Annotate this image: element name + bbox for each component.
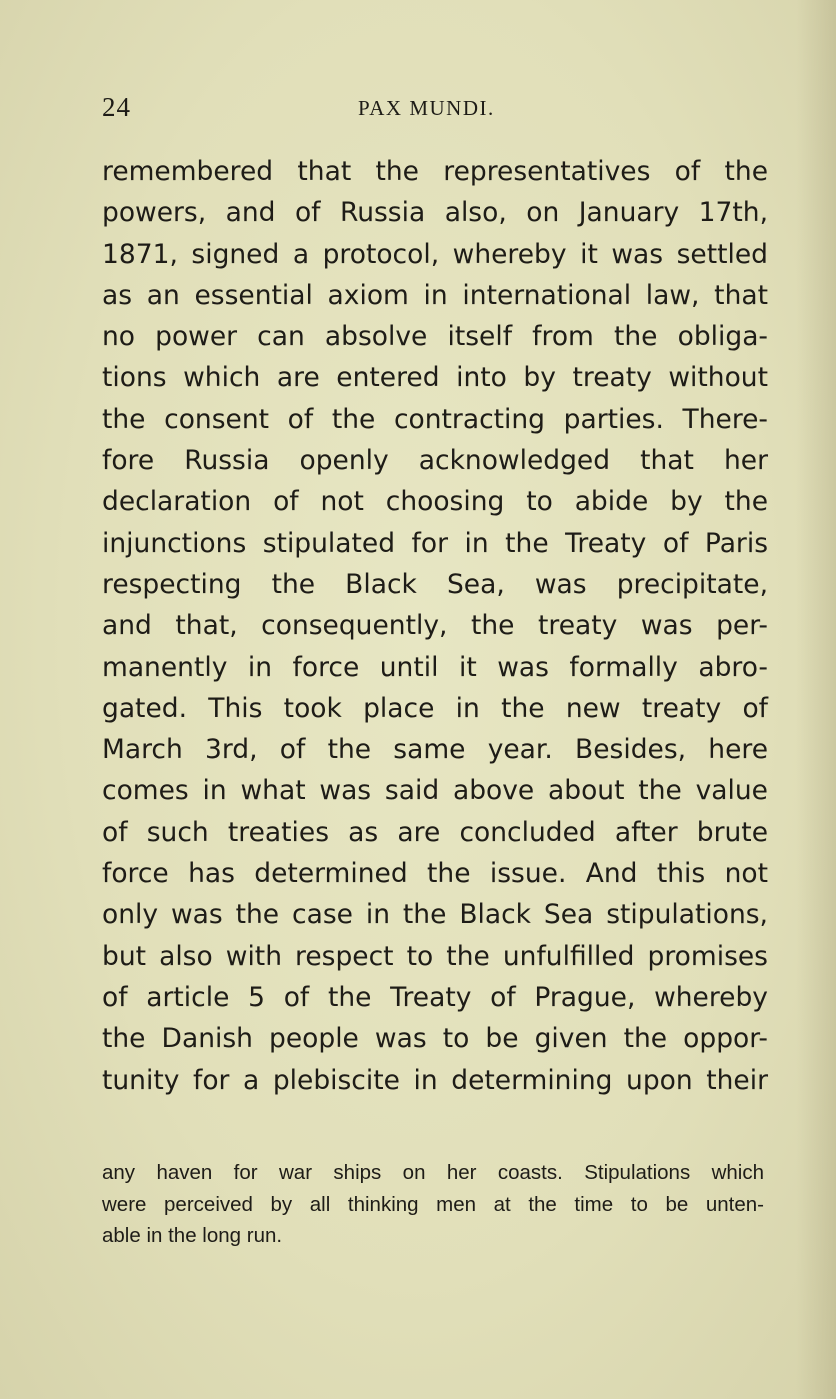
text-line: 1871, signed a protocol, whereby it was settled — [102, 238, 768, 270]
text-line: and that, consequently, the treaty was per- — [102, 610, 768, 642]
page-edge-shadow — [796, 0, 836, 1399]
text-line: powers, and of Russia also, on January 17th, — [102, 197, 768, 229]
footnote — [102, 1157, 764, 1252]
text-line: but also with respect to the unfulfilled promises — [102, 940, 768, 972]
running-header — [102, 92, 764, 126]
text-line: force has determined the issue. And this not — [102, 858, 768, 890]
text-line: remembered that the representatives of the — [102, 156, 768, 187]
text-line: the Danish people was to be given the oppor- — [102, 1023, 768, 1055]
text-line: respecting the Black Sea, was precipitate, — [102, 568, 768, 600]
footnote-line: were perceived by all thinking men at the time to be unten- — [102, 1192, 764, 1216]
text-line: of article 5 of the Treaty of Prague, whereby — [102, 981, 768, 1013]
text-line: as an essential axiom in international law, that — [102, 279, 768, 311]
page-number: 24 — [102, 92, 131, 122]
text-line: injunctions stipulated for in the Treaty of Paris — [102, 527, 768, 559]
running-title: PAX MUNDI. — [358, 96, 495, 120]
text-line: the consent of the contracting parties. There- — [102, 403, 768, 435]
text-line: tunity for a plebiscite in determining upon their — [102, 1064, 768, 1096]
footnote-line: able in the long run. — [102, 1224, 283, 1247]
text-line: comes in what was said above about the value — [102, 775, 768, 807]
text-line: tions which are entered into by treaty without — [102, 362, 768, 394]
body-paragraph — [102, 151, 768, 1101]
text-line: declaration of not choosing to abide by the — [102, 486, 768, 518]
text-line: manently in force until it was formally abro- — [102, 651, 768, 683]
text-line: no power can absolve itself from the obliga- — [102, 321, 768, 353]
text-line: only was the case in the Black Sea stipulations, — [102, 899, 768, 931]
text-line: fore Russia openly acknowledged that her — [102, 445, 768, 477]
text-line: gated. This took place in the new treaty of — [102, 692, 768, 724]
text-line: of such treaties as are concluded after brute — [102, 816, 768, 848]
footnote-line: any haven for war ships on her coasts. Stipulations which — [102, 1161, 764, 1184]
text-line: March 3rd, of the same year. Besides, here — [102, 734, 768, 766]
